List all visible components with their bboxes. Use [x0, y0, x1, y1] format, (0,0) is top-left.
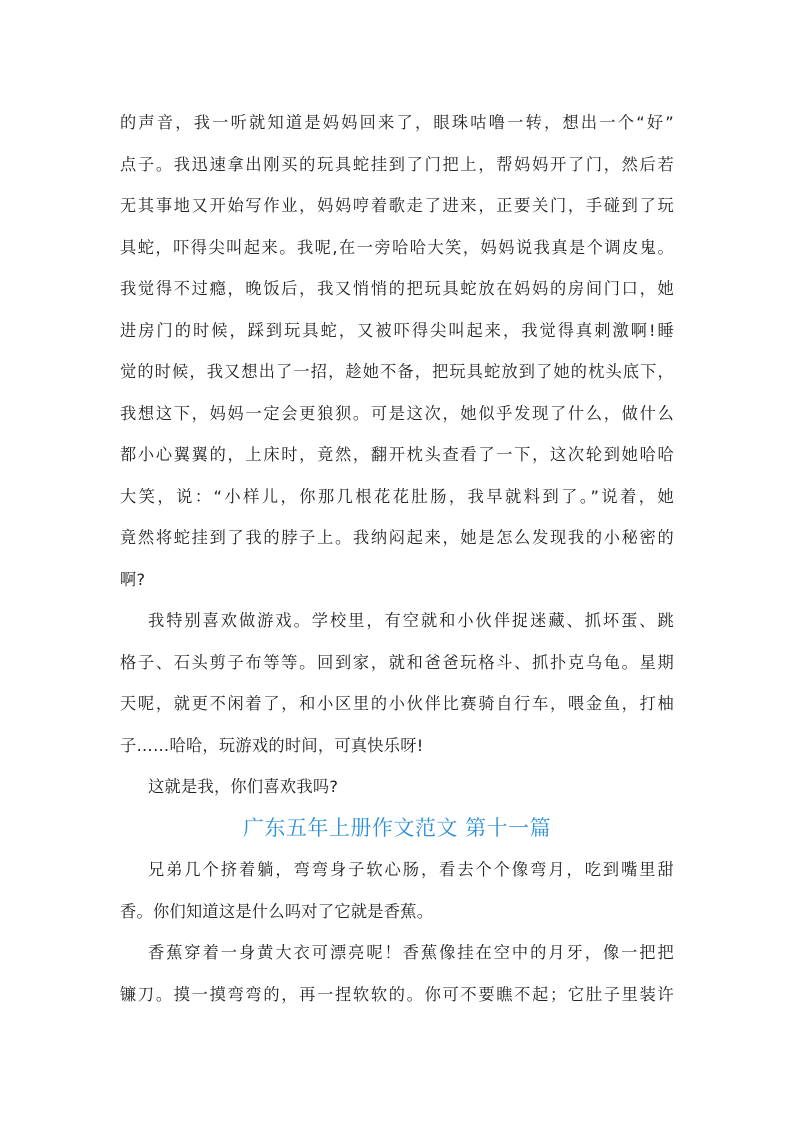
- text-line: 进房门的时候，踩到玩具蛇，又被吓得尖叫起来，我觉得真刺激啊!睡: [120, 320, 674, 340]
- text-line: 我觉得不过瘾，晚饭后，我又悄悄的把玩具蛇放在妈妈的房间门口，她: [120, 279, 674, 298]
- text-line: 大笑，说：“小样儿，你那几根花花肚肠，我早就料到了。”说着，她: [120, 486, 674, 506]
- text-line: 子……哈哈，玩游戏的时间，可真快乐呀!: [120, 735, 424, 755]
- text-line: 啊?: [120, 569, 146, 589]
- text-line: 竟然将蛇挂到了我的脖子上。我纳闷起来，她是怎么发现我的小秘密的: [120, 528, 674, 547]
- text-line: 我想这下，妈妈一定会更狼狈。可是这次，她似乎发现了什么，做什么: [120, 403, 674, 423]
- text-line: 我特别喜欢做游戏。学校里，有空就和小伙伴捉迷藏、抓坏蛋、跳: [148, 611, 674, 630]
- text-line: 点子。我迅速拿出刚买的玩具蛇挂到了门把上，帮妈妈开了门，然后若: [120, 154, 674, 174]
- text-line: 都小心翼翼的，上床时，竟然，翻开枕头查看了一下，这次轮到她哈哈: [120, 445, 674, 464]
- document-body: [120, 102, 674, 1015]
- paragraph-5: [120, 932, 674, 1015]
- paragraph-4: [120, 849, 674, 932]
- paragraph-3: [120, 766, 674, 808]
- text-line: 香蕉穿着一身黄大衣可漂亮呢！香蕉像挂在空中的月牙，像一把把: [148, 943, 674, 962]
- text-line: 天呢，就更不闲着了，和小区里的小伙伴比赛骑自行车，喂金鱼，打柚: [120, 694, 674, 713]
- text-line: 镰刀。摸一摸弯弯的，再一捏软软的。你可不要瞧不起；它肚子里装许: [120, 984, 674, 1004]
- paragraph-2: [120, 600, 674, 766]
- paragraph-1: [120, 102, 674, 600]
- text-line: 格子、石头剪子布等等。回到家，就和爸爸玩格斗、抓扑克乌龟。星期: [120, 652, 674, 672]
- text-line: 兄弟几个挤着躺，弯弯身子软心肠，看去个个像弯月，吃到嘴里甜: [148, 860, 674, 879]
- text-line: 这就是我，你们喜欢我吗?: [148, 777, 339, 796]
- text-line: 无其事地又开始写作业，妈妈哼着歌走了进来，正要关门，手碰到了玩: [120, 196, 674, 215]
- text-line: 的声音，我一听就知道是妈妈回来了，眼珠咕噜一转，想出一个“好”: [120, 113, 674, 132]
- text-line: 香。你们知道这是什么吗对了它就是香蕉。: [120, 901, 434, 921]
- text-line: 觉的时候，我又想出了一招，趁她不备，把玩具蛇放到了她的枕头底下，: [120, 362, 674, 381]
- section-heading: 广东五年上册作文范文 第十一篇: [242, 815, 552, 840]
- text-line: 具蛇，吓得尖叫起来。我呢,在一旁哈哈大笑，妈妈说我真是个调皮鬼。: [120, 237, 674, 257]
